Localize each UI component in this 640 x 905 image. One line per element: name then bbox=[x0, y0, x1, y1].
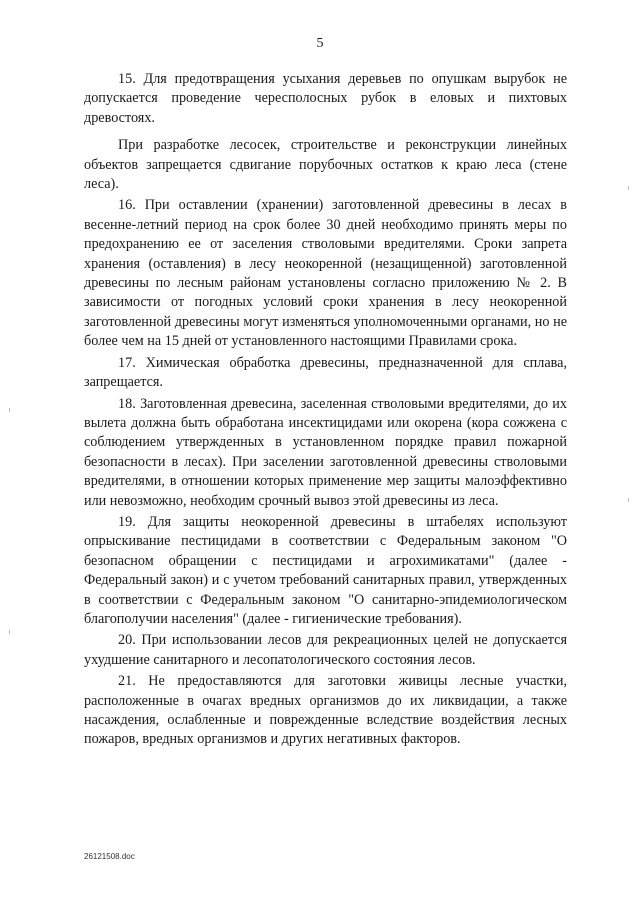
paragraph-16: 16. При оставлении (хранении) заготовленной древесины в лесах в весенне-летний период на срок более 30 дней необходимо принять меры по предохранению ее от заселения стволовыми вредителями. Сроки запрета хранения (оставления) в лесу неокоренной (незащищенной) заготовленной древесины по лесным районам установлены согласно приложению № 2. В зависимости от погодных условий сроки хранения в лесу неокоренной заготовленной древесины могут изменяться уполномоченными органами, но не более чем на 15 дней от установленного настоящими Правилами срока. bbox=[84, 197, 567, 350]
paragraph-17: 17. Химическая обработка древесины, предназначенной для сплава, запрещается. bbox=[84, 354, 567, 391]
file-name-footer: 26121508.doc bbox=[84, 852, 135, 861]
paragraph-18: 18. Заготовленная древесина, заселенная стволовыми вредителями, до их вылета должна быть обработана инсектицидами или окорена (кора сожжена с соблюдением утвержденных в установленном порядке правил пожарной безопасности в лесах). При заселении заготовленной древесины стволовыми вредителями, в отношении которых применение мер защиты малоэффективно или невозможно, необходим срочный вывоз этой древесины из леса. bbox=[84, 395, 567, 509]
right-edge-mark bbox=[628, 498, 629, 502]
paragraph-21: 21. Не предоставляются для заготовки живицы лесные участки, расположенные в очагах вредных организмов до их ликвидации, а также насаждения, ослабленные и поврежденные вследствие воздействия лесных пожаров, вредных организмов и других негативных факторов. bbox=[84, 673, 567, 748]
page-number: 5 bbox=[316, 36, 324, 51]
paragraph-20: 20. При использовании лесов для рекреационных целей не допускается ухудшение санитарного и лесопатологического состояния лесов. bbox=[84, 632, 567, 668]
right-edge-mark bbox=[628, 186, 629, 190]
paragraph-15: 15. Для предотвращения усыхания деревьев по опушкам вырубок не допускается проведение чересполосных рубок в еловых и пихтовых древостоях. bbox=[84, 71, 567, 126]
paragraph-15-continued: При разработке лесосек, строительстве и реконструкции линейных объектов запрещается сдвигание порубочных остатков к краю леса (стене леса). bbox=[84, 137, 567, 193]
document-body bbox=[84, 70, 567, 750]
left-edge-mark bbox=[9, 630, 10, 634]
paragraph-19: 19. Для защиты неокоренной древесины в штабелях используют опрыскивание пестицидами в соответствии с Федеральным законом "О безопасном обращении с пестицидами и агрохимикатами" (далее - Федеральный закон) и с учетом требований санитарных правил, утвержденных в соответствии с Федеральным законом "О санитарно-эпидемиологическом благополучии населения" (далее - гигиенические требования). bbox=[84, 513, 567, 627]
left-edge-mark bbox=[9, 408, 10, 412]
